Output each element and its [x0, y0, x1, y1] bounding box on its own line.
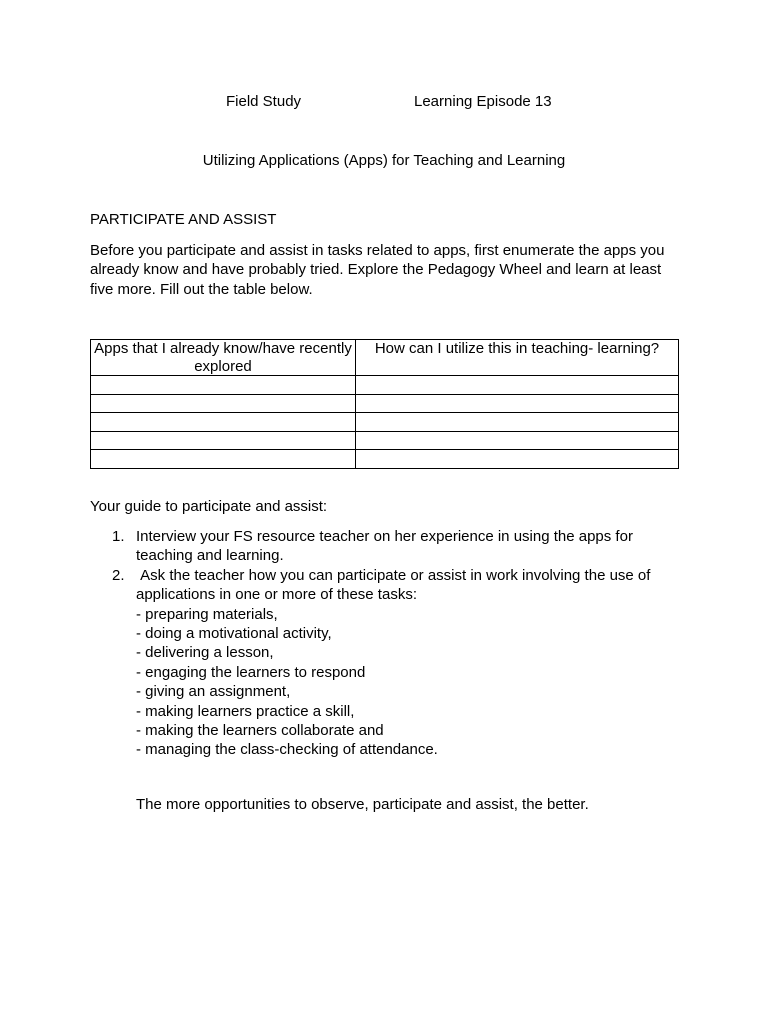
step-text: Interview your FS resource teacher on her experience in using the apps for teaching and learning.: [136, 528, 633, 565]
table-row: [91, 376, 679, 395]
header-field-study: Field Study: [226, 93, 302, 110]
table-cell-app[interactable]: [91, 376, 356, 395]
task-item: - making the learners collaborate and: [136, 722, 384, 740]
task-item: - making learners practice a skill,: [136, 702, 355, 720]
table-row: [91, 394, 679, 413]
table-cell-utilization[interactable]: [356, 431, 679, 450]
guide-title: Your guide to participate and assist:: [90, 498, 328, 515]
section-title: PARTICIPATE AND ASSIST: [90, 211, 277, 228]
list-item: [90, 527, 680, 566]
task-item: - delivering a lesson,: [136, 644, 274, 662]
step-number: 2.: [112, 566, 125, 584]
header-learning-episode: Learning Episode 13: [414, 93, 552, 110]
task-item: - doing a motivational activity,: [136, 625, 332, 643]
task-item: - preparing materials,: [136, 605, 278, 623]
apps-table: [90, 339, 679, 469]
table-cell-app[interactable]: [91, 431, 356, 450]
task-item: - managing the class-checking of attendance.: [136, 741, 438, 759]
step-number: 1.: [112, 528, 125, 545]
table-header-row: [91, 340, 679, 376]
table-header-utilize: How can I utilize this in teaching- learning?: [356, 340, 679, 376]
table-cell-utilization[interactable]: [356, 450, 679, 469]
table-cell-utilization[interactable]: [356, 394, 679, 413]
table-cell-app[interactable]: [91, 413, 356, 432]
document-subtitle: Utilizing Applications (Apps) for Teaching and Learning: [202, 152, 566, 169]
table-cell-app[interactable]: [91, 450, 356, 469]
intro-paragraph: Before you participate and assist in tasks related to apps, first enumerate the apps you already know and have probably tried. Explore the Pedagogy Wheel and learn at least five more. Fill out the table below.: [90, 242, 665, 298]
table-cell-utilization[interactable]: [356, 376, 679, 395]
task-item: - engaging the learners to respond: [136, 663, 366, 681]
table-row: [91, 431, 679, 450]
guide-steps-list: [90, 527, 680, 760]
table-cell-app[interactable]: [91, 394, 356, 413]
list-item: [90, 566, 680, 760]
closing-statement: The more opportunities to observe, participate and assist, the better.: [136, 796, 589, 813]
table-cell-utilization[interactable]: [356, 413, 679, 432]
step-text: Ask the teacher how you can participate or assist in work involving the use of applications in one or more of these tasks:: [136, 566, 655, 604]
table-header-apps: Apps that I already know/have recently explored: [91, 340, 356, 376]
table-row: [91, 413, 679, 432]
task-item: - giving an assignment,: [136, 683, 291, 701]
table-row: [91, 450, 679, 469]
